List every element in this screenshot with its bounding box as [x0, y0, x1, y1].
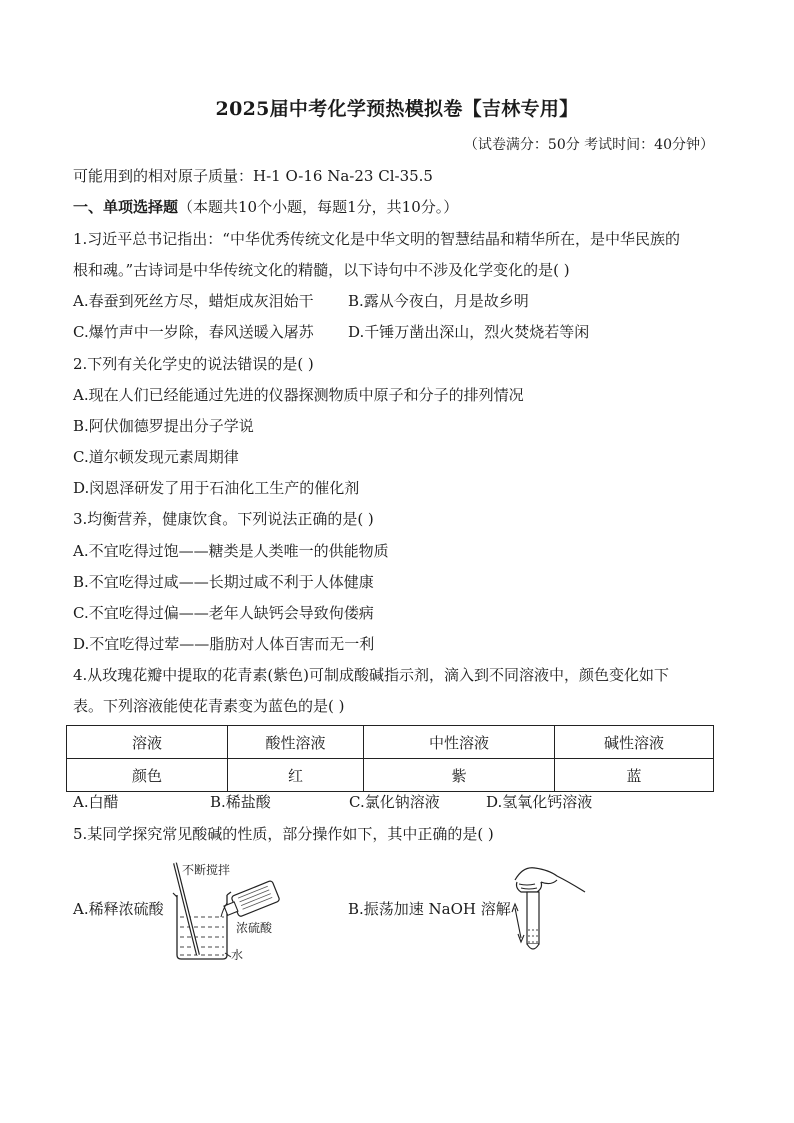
q2-option-b[interactable]: B.阿伏伽德罗提出分子学说 [73, 417, 254, 435]
q2-option-d[interactable]: D.闵恩泽研发了用于石油化工生产的催化剂 [73, 479, 360, 497]
q1-option-a[interactable]: A.春蚕到死丝方尽，蜡炬成灰泪始干 [73, 292, 314, 310]
q1-option-d[interactable]: D.千锤万凿出深山，烈火焚烧若等闲 [348, 323, 590, 341]
section-heading [73, 196, 458, 218]
table-cell: 颜色 [67, 759, 228, 792]
q4-option-b[interactable]: B.稀盐酸 [210, 793, 271, 811]
q5-option-a[interactable]: A.稀释浓硫酸 [73, 900, 164, 918]
label-water: 水 [231, 948, 244, 962]
table-header-cell: 溶液 [67, 726, 228, 759]
q2-option-a[interactable]: A.现在人们已经能通过先进的仪器探测物质中原子和分子的排列情况 [73, 386, 524, 404]
q5-stem: 5.某同学探究常见酸碱的性质，部分操作如下，其中正确的是( ) [73, 825, 494, 843]
table-header-cell: 酸性溶液 [228, 726, 364, 759]
q4-option-d[interactable]: D.氢氧化钙溶液 [486, 793, 593, 811]
q3-stem: 3.均衡营养，健康饮食。下列说法正确的是( ) [73, 510, 374, 528]
exam-title: 2025届中考化学预热模拟卷【吉林专用】 [215, 98, 579, 120]
q1-options-row1 [73, 290, 529, 312]
section-note: （本题共10个小题，每题1分，共10分。） [178, 198, 459, 216]
q4-stem-line2: 表。下列溶液能使花青素变为蓝色的是( ) [73, 697, 345, 715]
q3-option-c[interactable]: C.不宜吃得过偏——老年人缺钙会导致佝偻病 [73, 604, 374, 622]
table-header-row [67, 726, 714, 759]
table-row [67, 759, 714, 792]
q5-option-b[interactable]: B.振荡加速 NaOH 溶解 [348, 900, 511, 918]
shaking-tube-figure [505, 858, 595, 958]
q1-option-c[interactable]: C.爆竹声中一岁除，春风送暖入屠苏 [73, 323, 314, 341]
atomic-masses: 可能用到的相对原子质量：H-1 O-16 Na-23 Cl-35.5 [73, 167, 433, 185]
q3-option-d[interactable]: D.不宜吃得过荤——脂肪对人体百害而无一利 [73, 635, 375, 653]
table-cell: 紫 [364, 759, 555, 792]
q2-option-c[interactable]: C.道尔顿发现元素周期律 [73, 448, 239, 466]
label-stirring: 不断搅拌 [182, 863, 231, 877]
label-conc-acid: 浓硫酸 [236, 921, 273, 935]
q1-stem-line2: 根和魂。”古诗词是中华传统文化的精髓，以下诗句中不涉及化学变化的是( ) [73, 261, 570, 279]
q3-option-a[interactable]: A.不宜吃得过饱——糖类是人类唯一的供能物质 [73, 542, 389, 560]
q1-option-b[interactable]: B.露从今夜白，月是故乡明 [348, 292, 529, 310]
exam-meta: （试卷满分：50分 考试时间：40分钟） [463, 137, 714, 153]
table-cell: 蓝 [555, 759, 714, 792]
q2-stem: 2.下列有关化学史的说法错误的是( ) [73, 355, 314, 373]
table-header-cell: 中性溶液 [364, 726, 555, 759]
section-title: 一、单项选择题 [73, 198, 179, 216]
q1-options-row2 [73, 321, 589, 343]
q4-stem-line1: 4.从玫瑰花瓣中提取的花青素(紫色)可制成酸碱指示剂，滴入到不同溶液中，颜色变化如下 [73, 666, 670, 684]
q3-option-b[interactable]: B.不宜吃得过咸——长期过咸不利于人体健康 [73, 573, 374, 591]
table-header-cell: 碱性溶液 [555, 726, 714, 759]
q1-stem-line1: 1.习近平总书记指出：“中华优秀传统文化是中华文明的智慧结晶和精华所在，是中华民族的 [73, 230, 680, 248]
table-cell: 红 [228, 759, 364, 792]
q4-option-a[interactable]: A.白醋 [73, 793, 119, 811]
q4-options [73, 791, 592, 813]
indicator-color-table [66, 725, 714, 792]
q4-option-c[interactable]: C.氯化钠溶液 [349, 793, 440, 811]
